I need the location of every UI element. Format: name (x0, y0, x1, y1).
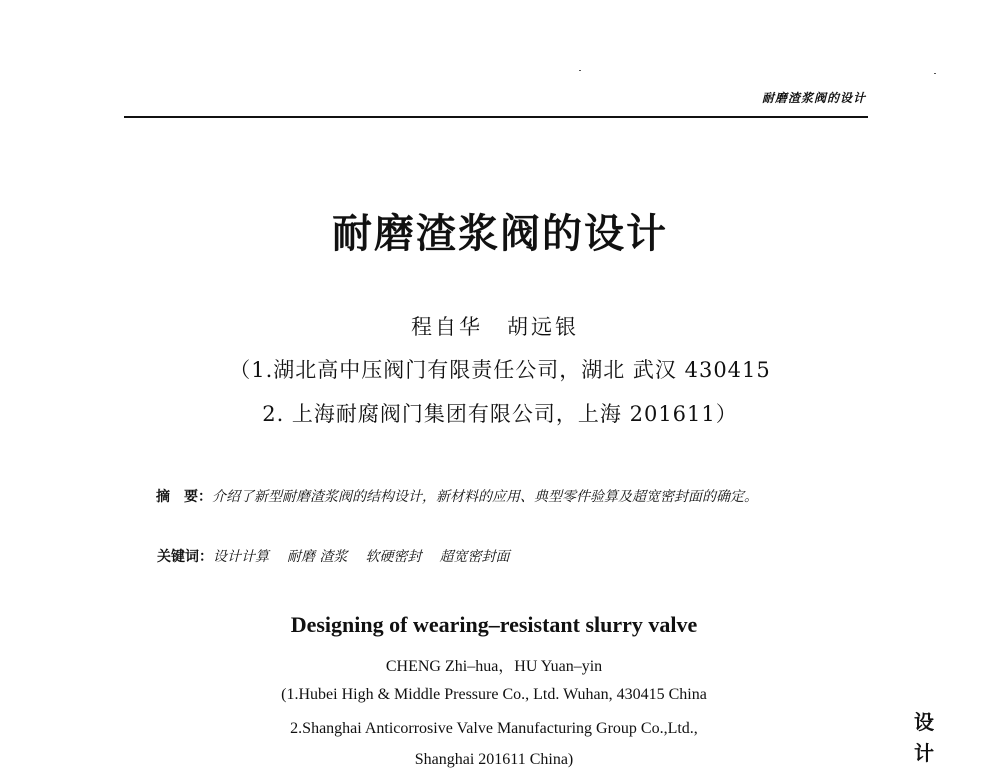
scan-speck (579, 70, 581, 71)
scan-speck (934, 73, 936, 74)
side-section-tab-char1: 设 (914, 710, 934, 734)
header-rule (124, 116, 868, 118)
side-section-tab-char2: 计 (914, 741, 934, 765)
english-affiliation-line3: Shanghai 201611 China) (414, 751, 574, 768)
chinese-affiliation-line2: 2. 上海耐腐阀门集团有限公司，上海 201611） (262, 402, 738, 426)
keywords-label: 关键词： (157, 549, 213, 565)
chinese-affiliation-line1: （1.湖北高中压阀门有限责任公司，湖北 武汉 430415 (229, 358, 771, 382)
english-authors: CHENG Zhi–hua，HU Yuan–yin (385, 658, 603, 675)
keyword: 软硬密封 (365, 549, 422, 565)
running-header: 耐磨渣浆阀的设计 (761, 91, 866, 105)
keyword: 耐磨 渣浆 (287, 549, 348, 565)
keywords (157, 546, 527, 566)
chinese-title: 耐磨渣浆阀的设计 (332, 210, 668, 257)
english-title: Designing of wearing–resistant slurry valve (290, 612, 698, 637)
english-affiliation-line2: 2.Shanghai Anticorrosive Valve Manufacturing Group Co.,Ltd., (290, 720, 698, 737)
keyword: 超宽密封面 (439, 549, 510, 565)
english-affiliation-line1: (1.Hubei High & Middle Pressure Co., Ltd. Wuhan, 430415 China (281, 686, 707, 703)
abstract (112, 483, 870, 511)
abstract-text: 介绍了新型耐磨渣浆阀的结构设计，新材料的应用、典型零件验算及超宽密封面的确定。 (212, 489, 758, 505)
chinese-authors: 程自华 胡远银 (411, 315, 579, 339)
abstract-label: 摘 要： (156, 489, 212, 505)
keyword: 设计计算 (213, 549, 269, 565)
